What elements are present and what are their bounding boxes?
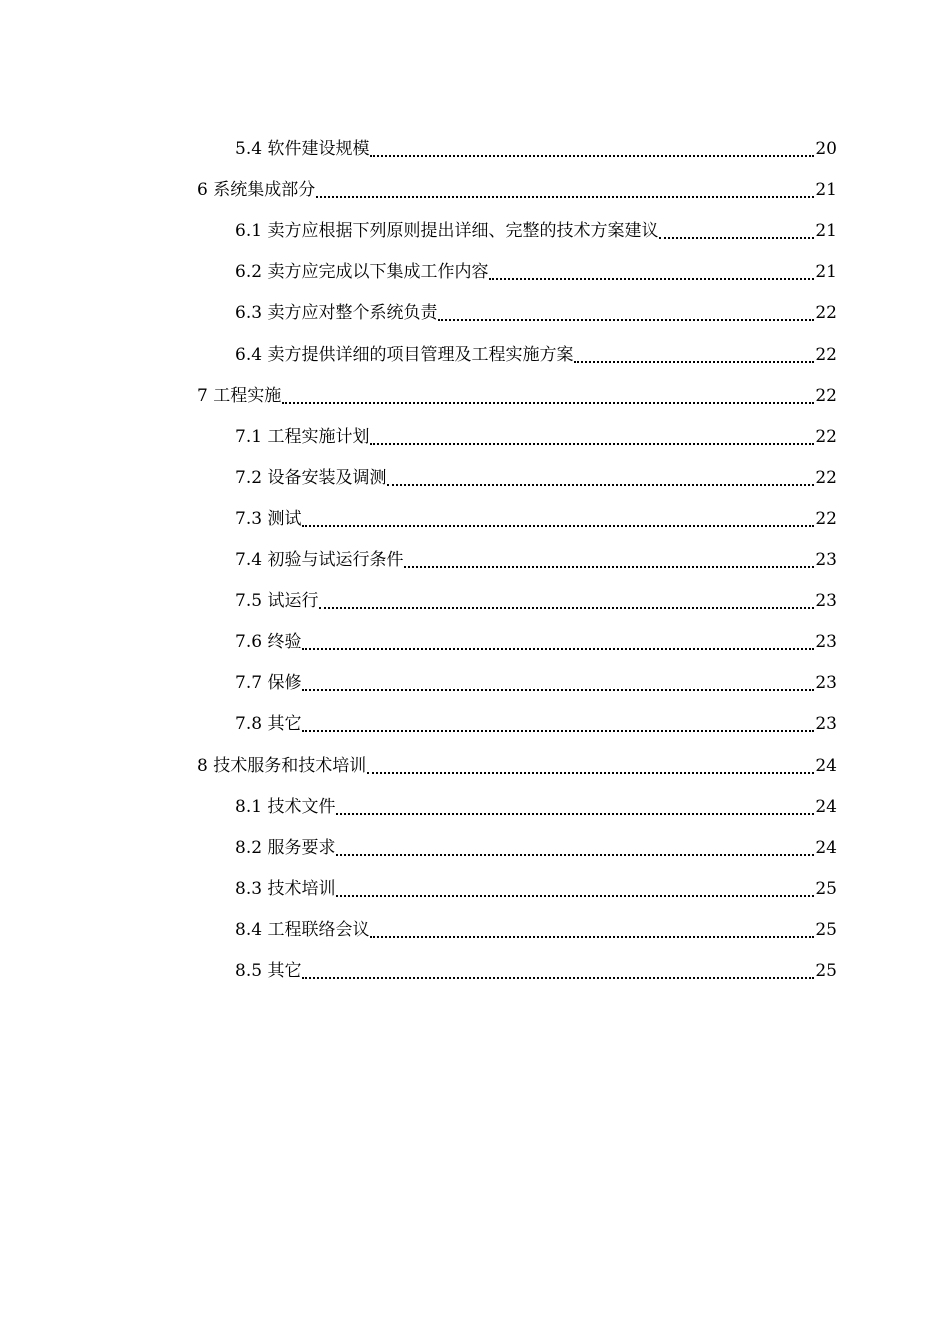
toc-dot-leader [282, 401, 814, 404]
toc-page-number: 23 [815, 550, 837, 570]
toc-section-entry[interactable] [235, 585, 837, 617]
toc-entry-title: 5.4 软件建设规模 [235, 139, 370, 159]
toc-page-number: 25 [815, 878, 837, 899]
toc-entry-title: 8.3 技术培训 [235, 878, 336, 899]
toc-section-entry[interactable] [235, 791, 837, 823]
toc-page-number: 23 [815, 714, 837, 735]
toc-page-number: 23 [815, 632, 837, 653]
toc-dot-leader [319, 606, 814, 609]
toc-entry-title: 8.5 其它 [235, 961, 302, 981]
toc-section-entry[interactable] [235, 667, 837, 699]
toc-page-number: 21 [815, 221, 837, 242]
toc-entry-title: 7.2 设备安装及调测 [235, 467, 387, 488]
toc-page-number: 25 [815, 919, 837, 940]
toc-page-number: 21 [815, 262, 837, 283]
toc-page-number: 22 [815, 303, 837, 324]
toc-entry-title: 7.6 终验 [235, 632, 302, 653]
toc-section-entry[interactable] [235, 421, 837, 453]
toc-section-entry[interactable] [235, 503, 837, 535]
toc-dot-leader [370, 935, 814, 938]
toc-section-entry[interactable] [235, 462, 837, 494]
toc-dot-leader [404, 565, 814, 568]
toc-page-number: 22 [815, 467, 837, 488]
toc-section-entry[interactable] [235, 955, 837, 987]
toc-page-number: 24 [815, 755, 837, 776]
toc-page-number: 22 [815, 426, 837, 447]
toc-dot-leader [387, 483, 814, 486]
toc-chapter-entry[interactable] [197, 174, 837, 206]
toc-entry-title: 7.7 保修 [235, 673, 302, 694]
toc-entry-title: 7.8 其它 [235, 714, 302, 735]
toc-page-number: 21 [815, 180, 837, 201]
toc-section-entry[interactable] [235, 873, 837, 905]
toc-section-entry[interactable] [235, 708, 837, 740]
toc-dot-leader [438, 318, 814, 321]
toc-dot-leader [659, 236, 814, 239]
toc-entry-title: 7 工程实施 [197, 385, 282, 406]
toc-dot-leader [302, 976, 814, 979]
toc-section-entry[interactable] [235, 832, 837, 864]
toc-dot-leader [336, 812, 814, 815]
toc-page-number: 22 [815, 344, 837, 365]
toc-dot-leader [489, 277, 814, 280]
toc-dot-leader [367, 771, 814, 774]
toc-page-number: 20 [815, 139, 837, 159]
toc-entry-title: 6.2 卖方应完成以下集成工作内容 [235, 262, 489, 283]
toc-page-number: 23 [815, 591, 837, 612]
toc-dot-leader [370, 154, 814, 157]
toc-entry-title: 7.5 试运行 [235, 591, 319, 612]
toc-dot-leader [316, 195, 814, 198]
toc-dot-leader [370, 442, 814, 445]
toc-dot-leader [336, 894, 814, 897]
toc-entry-title: 6.1 卖方应根据下列原则提出详细、完整的技术方案建议 [235, 221, 659, 242]
toc-page-number: 22 [815, 508, 837, 529]
toc-entry-title: 8 技术服务和技术培训 [197, 755, 367, 776]
toc-entry-title: 8.4 工程联络会议 [235, 919, 370, 940]
toc-chapter-entry[interactable] [197, 750, 837, 782]
toc-section-entry[interactable] [235, 339, 837, 371]
toc-entry-title: 8.1 技术文件 [235, 796, 336, 817]
toc-entry-title: 7.1 工程实施计划 [235, 426, 370, 447]
toc-page-number: 24 [815, 796, 837, 817]
toc-entry-title: 6.3 卖方应对整个系统负责 [235, 303, 438, 324]
toc-chapter-entry[interactable] [197, 380, 837, 412]
toc-page-number: 24 [815, 837, 837, 858]
toc-entry-title: 8.2 服务要求 [235, 837, 336, 858]
toc-dot-leader [574, 360, 814, 363]
toc-dot-leader [302, 524, 814, 527]
toc-section-entry[interactable] [235, 626, 837, 658]
toc-entry-title: 7.4 初验与试运行条件 [235, 550, 404, 570]
toc-section-entry[interactable] [235, 256, 837, 288]
toc-entry-title: 6 系统集成部分 [197, 180, 316, 201]
toc-dot-leader [302, 729, 814, 732]
toc-dot-leader [302, 647, 814, 650]
toc-page-number: 23 [815, 673, 837, 694]
toc-section-entry[interactable] [235, 914, 837, 946]
toc-dot-leader [302, 688, 814, 691]
toc-page-number: 22 [815, 385, 837, 406]
toc-entry-title: 7.3 测试 [235, 508, 302, 529]
toc-section-entry[interactable] [235, 215, 837, 247]
toc-section-entry[interactable] [235, 297, 837, 329]
toc-page-number: 25 [815, 961, 837, 981]
toc-dot-leader [336, 853, 814, 856]
toc-section-entry[interactable] [235, 133, 837, 165]
toc-section-entry[interactable] [235, 544, 837, 576]
toc-entry-title: 6.4 卖方提供详细的项目管理及工程实施方案 [235, 344, 574, 365]
